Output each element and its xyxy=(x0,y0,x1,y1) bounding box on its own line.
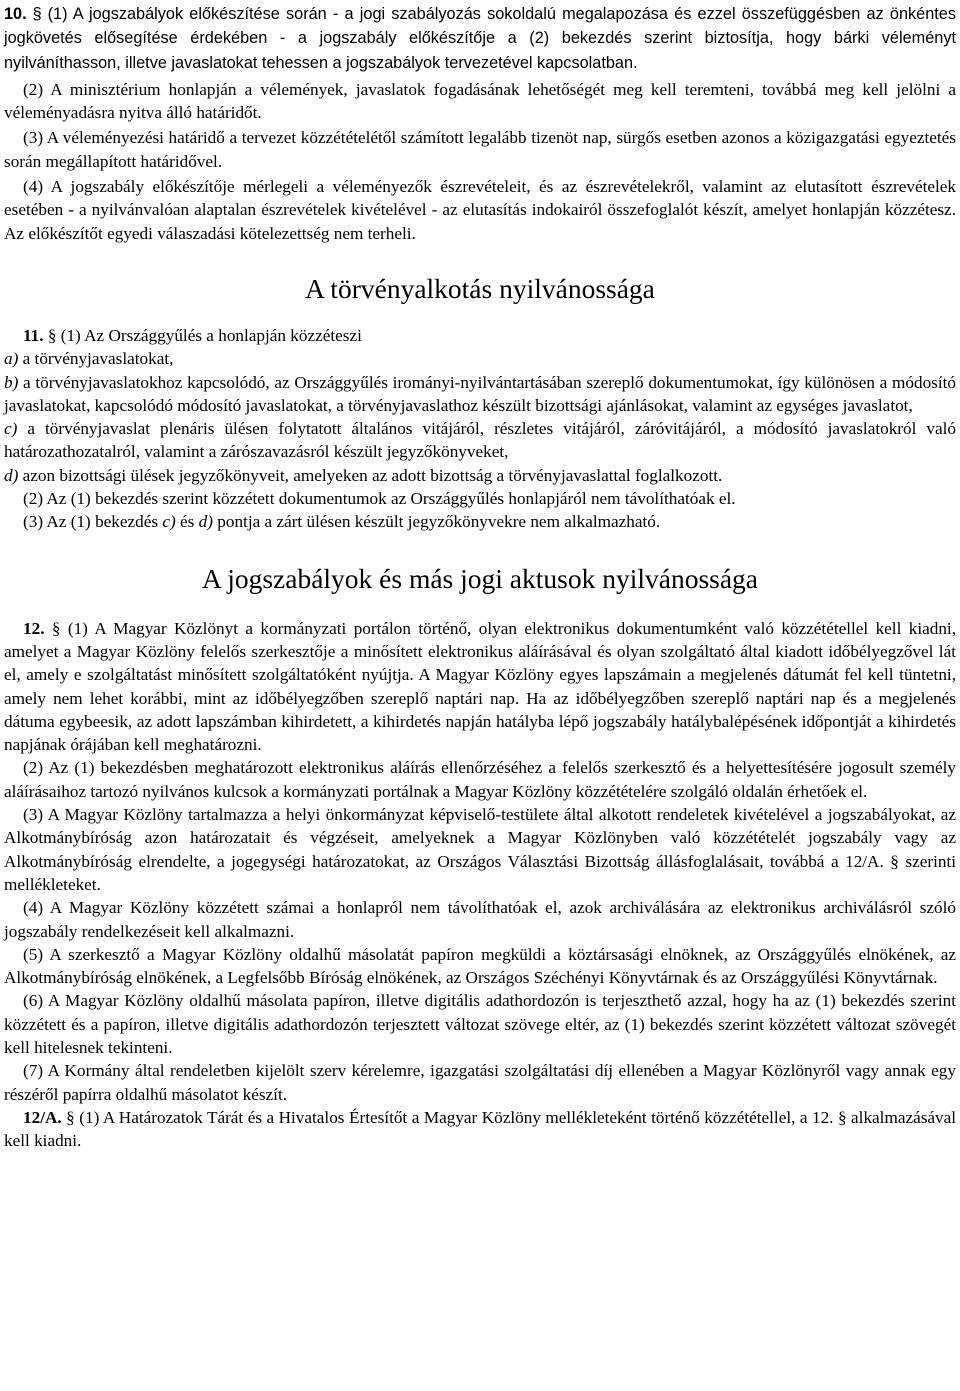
paragraph-text: és xyxy=(175,512,199,532)
section-11-paragraph-1 xyxy=(4,324,956,347)
section-sign: § xyxy=(51,618,61,638)
list-item-b xyxy=(4,371,956,418)
list-text: a törvényjavaslatokat, xyxy=(22,349,174,369)
section-number: 10. xyxy=(4,5,27,23)
paragraph-text: (1) Az Országgyűlés a honlapján közzéteszi xyxy=(60,325,362,345)
list-label: a) xyxy=(4,349,19,369)
point-ref-c: c) xyxy=(162,512,176,532)
section-number: 12/A. xyxy=(23,1107,62,1127)
section-12a-paragraph-1 xyxy=(4,1106,956,1153)
section-11-paragraph-2: (2) Az (1) bekezdés szerint közzétett dokumentumok az Országgyűlés honlapjáról nem távolíthatóak el. xyxy=(23,489,736,509)
section-12-paragraph-3: (3) A Magyar Közlöny tartalmazza a helyi önkormányzat képviselő-testülete által alkotott rendeletek kivételével a jogszabályokat, az Alkotmánybíróság azon határozatait és végzéseit, amelyeknek a Magyar Közlönyben való közzétételét jogszabály vagy az Alkotmánybíróság elrendelte, a jogegységi határozatokat, az Országos Választási Bizottság állásfoglalásait, továbbá a 12/A. § szerinti mellékleteket. xyxy=(4,805,956,894)
list-item-a xyxy=(4,347,956,370)
section-11-paragraph-3 xyxy=(4,510,956,533)
section-10-paragraph-2: (2) A minisztérium honlapján a vélemények, javaslatok fogadásának lehetőségét meg kell teremteni, továbbá meg kell jelölni a véleményadásra nyitva álló határidőt. xyxy=(4,79,956,123)
section-12-paragraph-5: (5) A szerkesztő a Magyar Közlöny oldalhű másolatát papíron megküldi a köztársasági elnöknek, az Országgyűlés elnökének, az Alkotmánybíróság elnökének, a Legfelsőbb Bíróság elnökének, az Országos Széchényi Könyvtárnak és az Országgyűlési Könyvtárnak. xyxy=(4,944,956,988)
section-number: 12. xyxy=(23,618,45,638)
section-12-paragraph-4: (4) A Magyar Közlöny közzétett számai a honlapról nem távolíthatóak el, azok archiválására az elektronikus archiválásról szóló jogszabály rendelkezéseit kell alkalmazni. xyxy=(4,898,956,941)
point-ref-d: d) xyxy=(198,512,213,532)
paragraph-text: (1) A Határozatok Tárát és a Hivatalos Értesítőt a Magyar Közlöny mellékleteként történő közzététellel, a 12. § alkalmazásával kell kiadni. xyxy=(4,1107,957,1151)
section-sign: § xyxy=(47,325,57,345)
paragraph-text: pontja a zárt ülésen készült jegyzőkönyvekre nem alkalmazható. xyxy=(212,512,661,532)
paragraph-text: (1) A jogszabályok előkészítése során - a jogi szabályozás sokoldalú megalapozása és ezzel összefüggésben az önkéntes jogkövetés elősegítése érdekében - a jogszabály előkészítője a (2) bekezdés szerint biztosítja, hogy bárki véleményt nyilváníthasson, illetve javaslatokat tehessen a jogszabályok tervezetével kapcsolatban. xyxy=(4,5,956,72)
section-10-paragraph-4: (4) A jogszabály előkészítője mérlegeli a véleményezők észrevételeit, és az észrevételekről, valamint az elutasított észrevételek esetében - a nyilvánvalóan alaptalan észrevételek kivételével - az elutasítás indokairól összefoglalót készít, amelyet honlapján közzétesz. Az előkészítőt egyedi válaszadási kötelezettség nem terheli. xyxy=(4,177,956,243)
section-number: 11. xyxy=(23,325,44,345)
list-label: c) xyxy=(4,419,18,439)
section-12-paragraph-2: (2) Az (1) bekezdésben meghatározott elektronikus aláírás ellenőrzéséhez a felelős szerkesztő és a helyettesítésére jogosult személy aláírásaihoz tartozó nyilvános kulcsok a kormányzati portálnak a Magyar Közlöny közzétételére szolgáló oldalán érhetőek el. xyxy=(4,758,956,801)
section-10-paragraph-1 xyxy=(4,2,956,75)
section-sign: § xyxy=(32,5,42,23)
list-label: b) xyxy=(4,372,19,392)
list-text: a törvényjavaslat plenáris ülésen folytatott általános vitájáról, részletes vitájáról, záróvitájáról, a módosító javaslatokról való határozathozatalról, valamint a zárószavazásról készült jegyzőkönyveket, xyxy=(4,419,956,462)
paragraph-text: (3) Az (1) bekezdés xyxy=(23,512,163,532)
section-12-paragraph-7: (7) A Kormány által rendeletben kijelölt szerv kérelemre, igazgatási szolgáltatási díj ellenében a Magyar Közlönyről vagy annak egy részéről papírra oldalhű másolatot készít. xyxy=(4,1061,956,1104)
paragraph-text: (1) A Magyar Közlönyt a kormányzati portálon történő, olyan elektronikus dokumentumként való közzététellel kell kiadni, amelyet a Magyar Közlöny felelős szerkesztője a minősített elektronikus aláírásával és olyan szolgáltató által kiadott időbélyegzővel lát el, amely e szolgáltatást minősített szolgáltatóként nyújtja. A Magyar Közlöny egyes lapszámain a megjelenés dátumát fel kell tüntetni, amely nem lehet korábbi, mint az időbélyegzőben szereplő naptári nap. Ha az időbélyegzőben szereplő naptári nap és a megjelenés dátuma egybeesik, az adott lapszámban kihirdetett, a kihirdetés napján hatályba lépő jogszabály hatálybalépésének időpontját a kihirdetés napjának órájában kell meghatározni. xyxy=(4,618,956,755)
section-sign: § xyxy=(66,1107,75,1127)
list-item-d xyxy=(4,464,956,487)
heading-torvenyalkotas: A törvényalkotás nyilvánossága xyxy=(305,272,655,304)
heading-jogszabalyok: A jogszabályok és más jogi aktusok nyilvánossága xyxy=(201,562,759,594)
section-12-paragraph-6: (6) A Magyar Közlöny oldalhű másolata papíron, illetve digitális adathordozón is terjeszthető azzal, hogy ha az (1) bekezdés szerint közzétett és a papíron, illetve digitális adathordozón terjesztett változat szövege eltér, az (1) bekezdés szerint közzétett változat szövegét kell hitelesnek tekinteni. xyxy=(4,991,956,1057)
list-text: azon bizottsági ülések jegyzőkönyveit, amelyeken az adott bizottság a törvényjavaslattal foglalkozott. xyxy=(22,465,723,485)
list-label: d) xyxy=(4,465,19,485)
list-text: a törvényjavaslatokhoz kapcsolódó, az Országgyűlés irományi-nyilvántartásában szereplő dokumentumokat, így különösen a módosító javaslatokat, kapcsolódó módosító javaslatokat, a törvényjavaslathoz készült bizottsági ajánlásokat, valamint az egységes javaslatot, xyxy=(4,372,956,415)
section-10-paragraph-3: (3) A véleményezési határidő a tervezet közzétételétől számított legalább tizenöt nap, sürgős esetben azonos a közigazgatási egyeztetés során megállapított határidővel. xyxy=(4,128,956,171)
section-12-paragraph-1 xyxy=(4,617,956,757)
list-item-c xyxy=(4,417,956,464)
